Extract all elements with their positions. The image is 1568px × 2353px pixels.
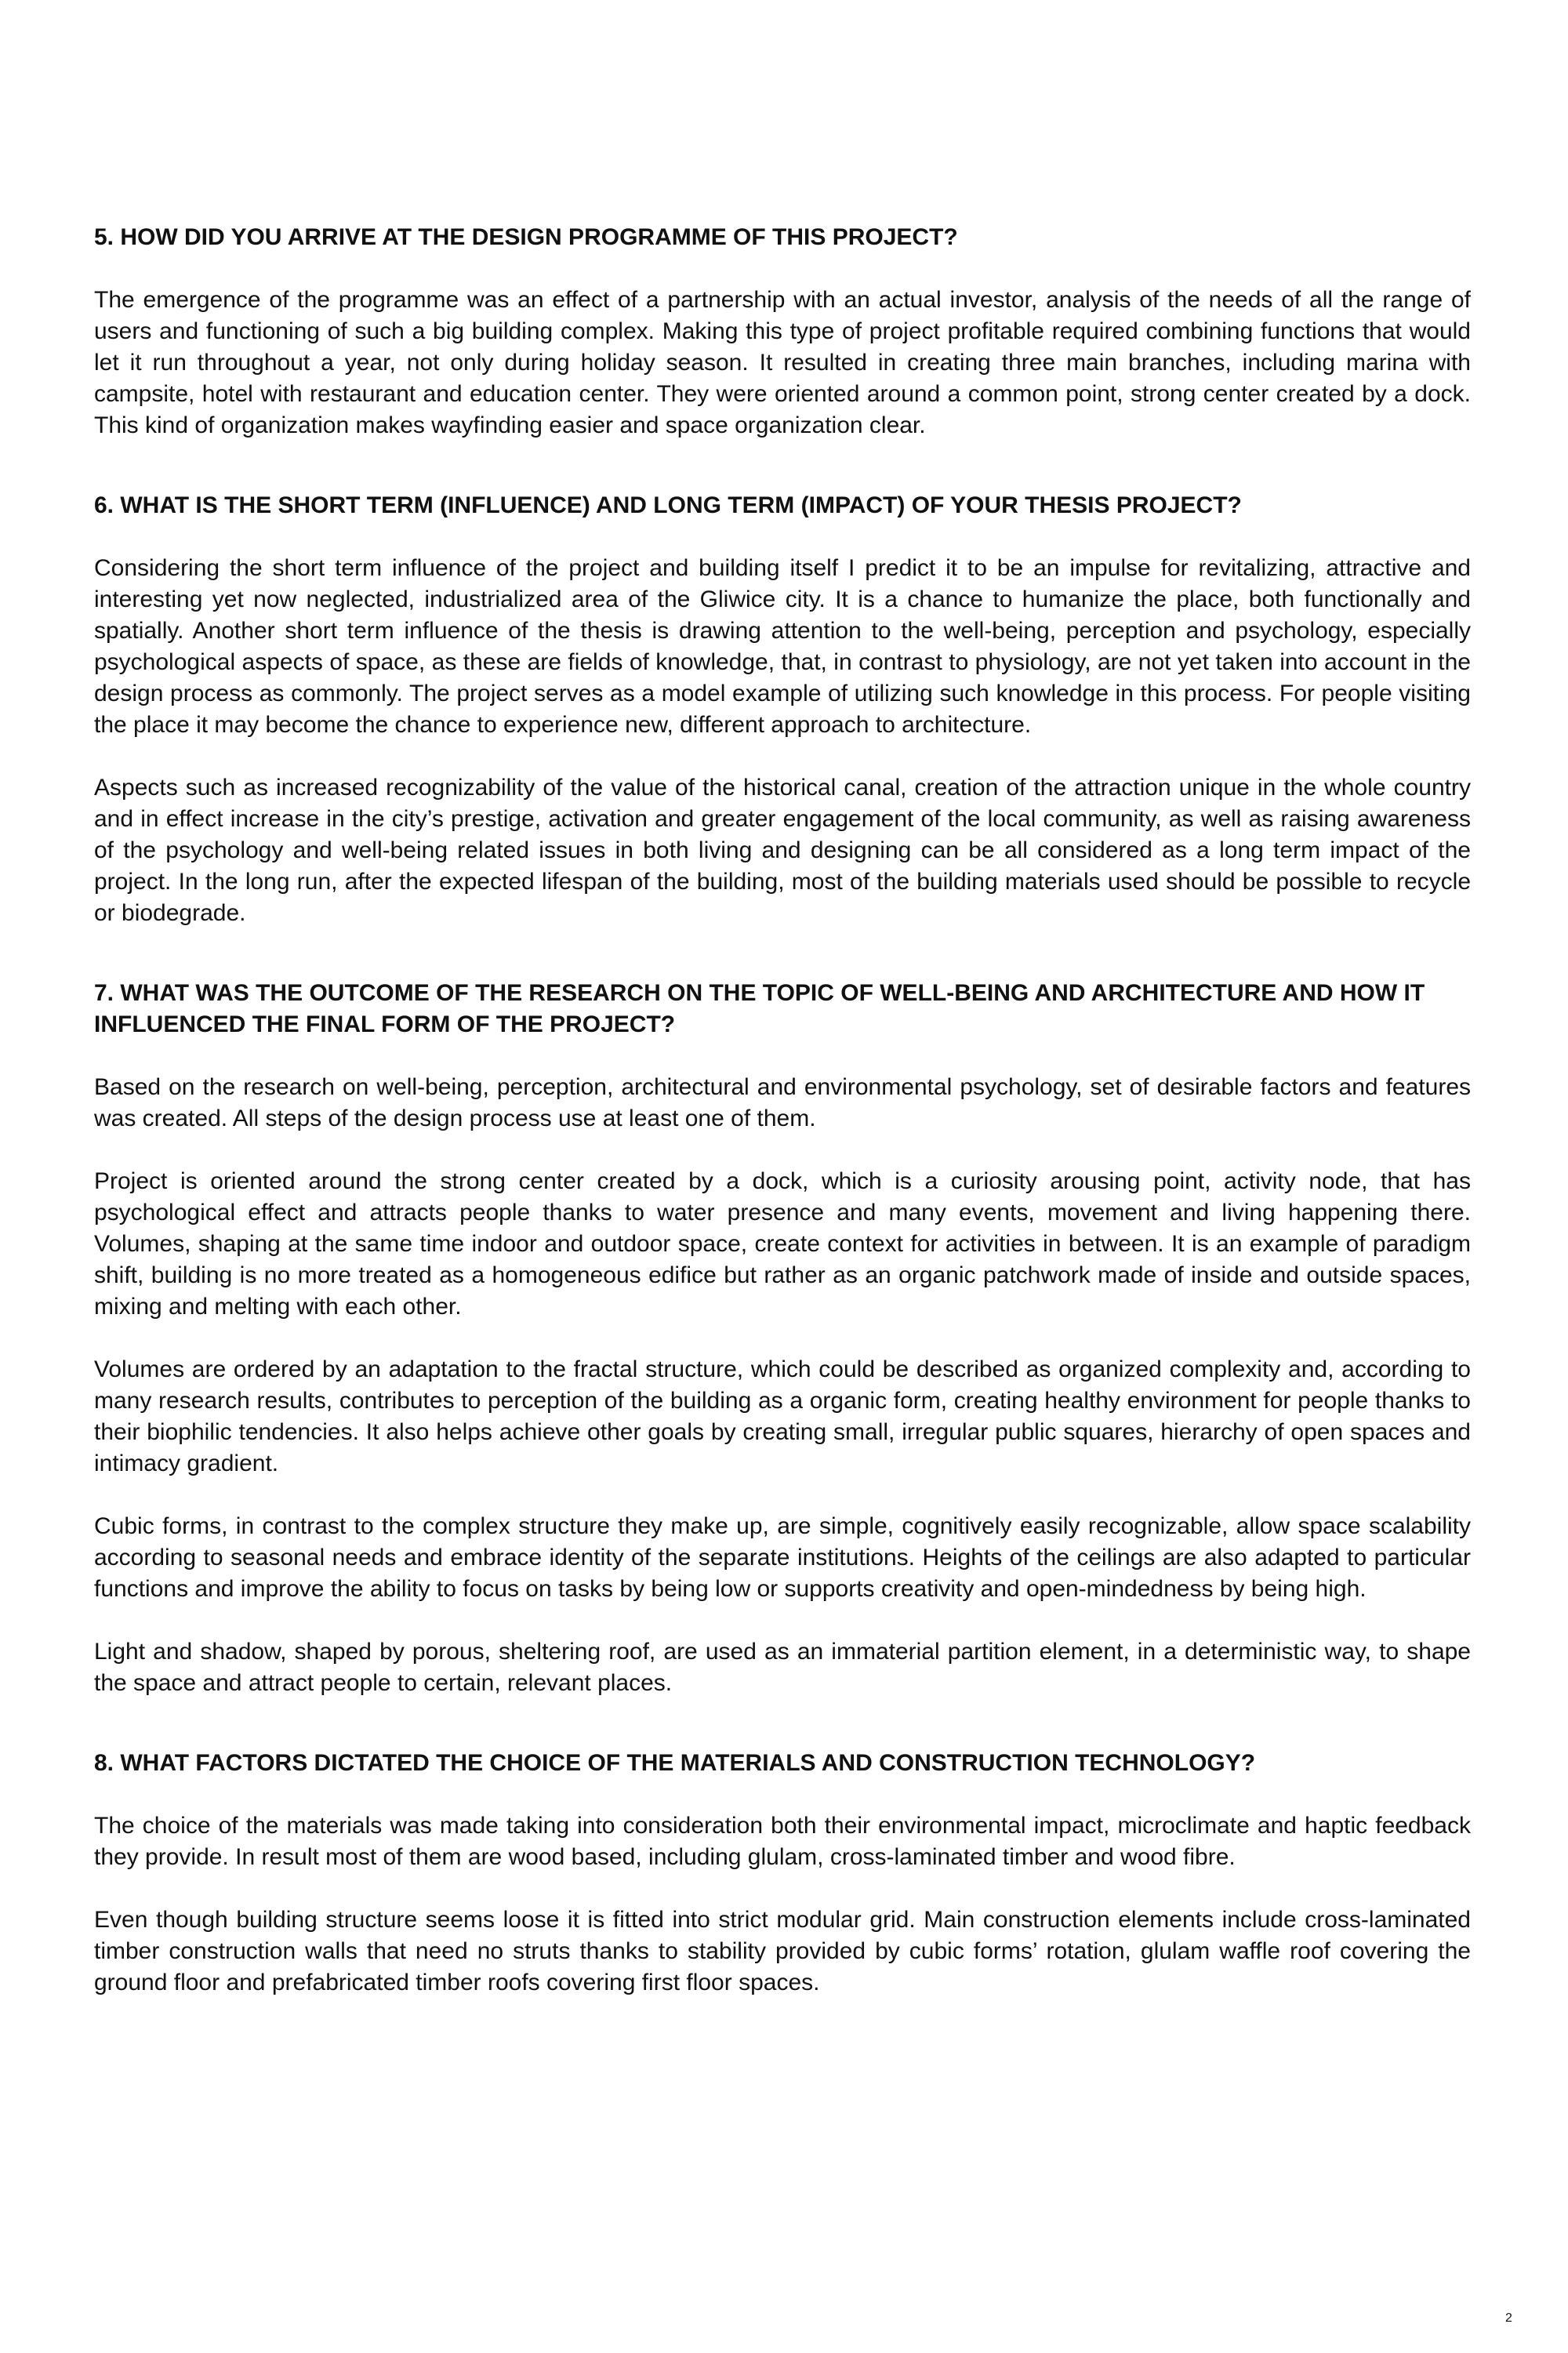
section-6 (94, 490, 1471, 929)
section-paragraph: The emergence of the programme was an effect of a partnership with an actual investor, analysis of the needs of all the range of users and functioning of such a big building complex. Making this type of project profitable required combining functions that would let it run throughout a year, not only during holiday season. It resulted in creating three main branches, including marina with campsite, hotel with restaurant and education center. They were oriented around a common point, strong center created by a dock. This kind of organization makes wayfinding easier and space organization clear. (94, 287, 1471, 438)
section-paragraph: The choice of the materials was made taking into consideration both their environmental impact, microclimate and haptic feedback they provide. In result most of them are wood based, including glulam, cross-laminated timber and wood fibre. (94, 1813, 1471, 1870)
page-number: 2 (1505, 2311, 1512, 2325)
section-paragraph: Aspects such as increased recognizability of the value of the historical canal, creation of the attraction unique in the whole country and in effect increase in the city’s prestige, activation and greater engagement of the local community, as well as raising awareness of the psychology and well-being related issues in both living and designing can be all considered as a long term impact of the project. In the long run, after the expected lifespan of the building, most of the building materials used should be possible to recycle or biodegrade. (94, 775, 1471, 926)
section-paragraph: Considering the short term influence of the project and building itself I predict it to be an impulse for revitalizing, attractive and interesting yet now neglected, industrialized area of the Gliwice city. It is a chance to humanize the place, both functionally and spatially. Another short term influence of the thesis is drawing attention to the well-being, perception and psychology, especially psychological aspects of space, as these are fields of knowledge, that, in contrast to physiology, are not yet taken into account in the design process as commonly. The project serves as a model example of utilizing such knowledge in this process. For people visiting the place it may become the chance to experience new, different approach to architecture. (94, 555, 1471, 738)
section-7 (94, 978, 1471, 1699)
section-paragraph: Cubic forms, in contrast to the complex structure they make up, are simple, cognitively easily recognizable, allow space scalability according to seasonal needs and embrace identity of the separate institutions. Heights of the ceilings are also adapted to particular functions and improve the ability to focus on tasks by being low or supports creativity and open-mindedness by being high. (94, 1513, 1471, 1602)
section-heading: 7. WHAT WAS THE OUTCOME OF THE RESEARCH ON THE TOPIC OF WELL-BEING AND ARCHITECTURE AND HOW IT INFLUENCED THE FINAL FORM OF THE PROJECT? (94, 980, 1425, 1037)
section-heading: 6. WHAT IS THE SHORT TERM (INFLUENCE) AND LONG TERM (IMPACT) OF YOUR THESIS PROJECT? (94, 492, 1242, 518)
section-paragraph: Volumes are ordered by an adaptation to the fractal structure, which could be described as organized complexity and, according to many research results, contributes to perception of the building as a organic form, creating healthy environment for people thanks to their biophilic tendencies. It also helps achieve other goals by creating small, irregular public squares, hierarchy of open spaces and intimacy gradient. (94, 1356, 1471, 1476)
section-paragraph: Even though building structure seems loose it is fitted into strict modular grid. Main construction elements include cross-laminated timber construction walls that need no struts thanks to stability provided by cubic forms’ rotation, glulam waffle roof covering the ground floor and prefabricated timber roofs covering first floor spaces. (94, 1907, 1471, 1995)
section-paragraph: Project is oriented around the strong center created by a dock, which is a curiosity arousing point, activity node, that has psychological effect and attracts people thanks to water presence and many events, movement and living happening there. Volumes, shaping at the same time indoor and outdoor space, create context for activities in between. It is an example of paradigm shift, building is no more treated as a homogeneous edifice but rather as an organic patchwork made of inside and outside spaces, mixing and melting with each other. (94, 1168, 1471, 1320)
section-8 (94, 1748, 1471, 1999)
section-5 (94, 222, 1471, 441)
section-paragraph: Based on the research on well-being, perception, architectural and environmental psychology, set of desirable factors and features was created. All steps of the design process use at least one of them. (94, 1074, 1471, 1131)
section-paragraph: Light and shadow, shaped by porous, sheltering roof, are used as an immaterial partition element, in a deterministic way, to shape the space and attract people to certain, relevant places. (94, 1639, 1471, 1696)
document-page (94, 222, 1471, 2047)
section-heading: 8. WHAT FACTORS DICTATED THE CHOICE OF THE MATERIALS AND CONSTRUCTION TECHNOLOGY? (94, 1750, 1256, 1776)
section-heading: 5. HOW DID YOU ARRIVE AT THE DESIGN PROGRAMME OF THIS PROJECT? (94, 224, 958, 250)
